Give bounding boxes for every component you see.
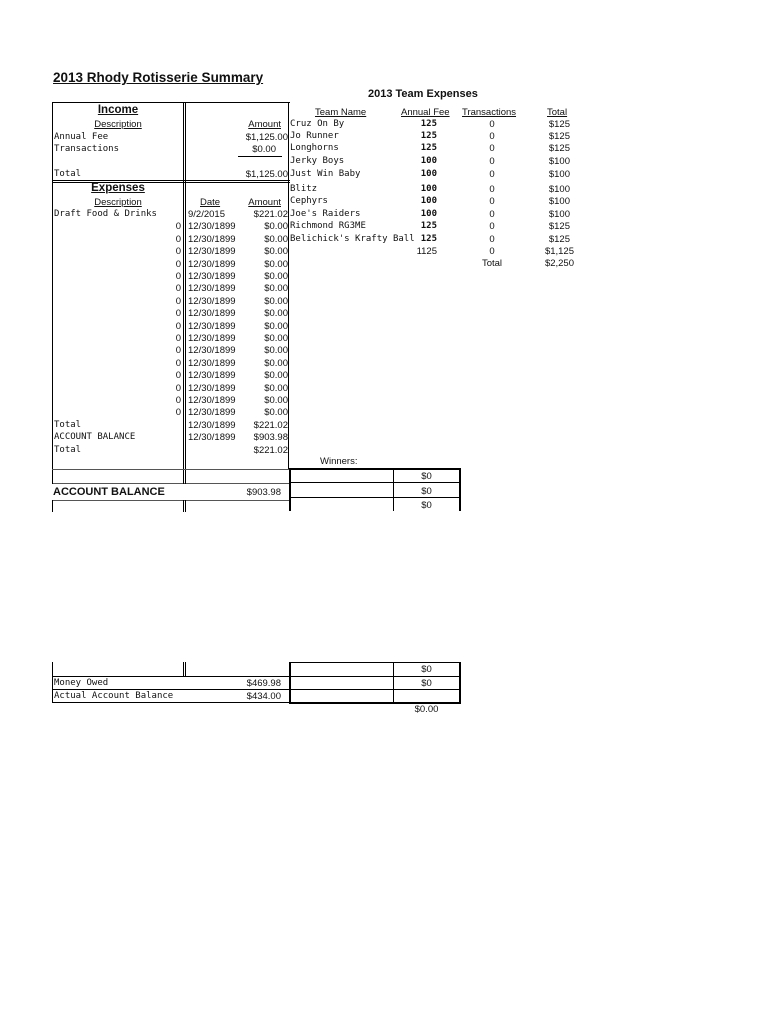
expense-date: 12/30/1899 bbox=[188, 395, 236, 406]
team-total: $100 bbox=[548, 169, 570, 180]
team-name: Longhorns bbox=[290, 143, 339, 153]
blank-row-mid2 bbox=[185, 470, 186, 484]
expense-zero: 0 bbox=[175, 246, 181, 258]
expense-amount: $0.00 bbox=[264, 246, 288, 258]
expense-date: 12/30/1899 bbox=[188, 295, 236, 307]
team-name: Joe's Raiders bbox=[290, 209, 361, 219]
expense-amount: $0.00 bbox=[264, 357, 288, 369]
expense-amount: $0.00 bbox=[264, 308, 288, 320]
money-owed-amount: $469.98 bbox=[246, 678, 281, 689]
winner-amount: $0 bbox=[421, 678, 432, 689]
account-balance-top-line bbox=[52, 483, 290, 484]
frame-right-income bbox=[288, 102, 289, 183]
team-fee: 125 bbox=[420, 119, 437, 129]
expense-zero: 0 bbox=[175, 283, 181, 295]
income-bottom-line bbox=[52, 180, 290, 181]
expense-date: 12/30/1899 bbox=[188, 320, 236, 332]
stub-mid2 bbox=[185, 500, 186, 512]
winners-bottom-row-line bbox=[289, 689, 461, 690]
expense-amount: $0.00 bbox=[264, 295, 288, 307]
team-col-name: Team Name bbox=[315, 107, 367, 118]
team-name: Belichick's Krafty Ball bbox=[290, 234, 415, 244]
team-grand-total: $2,250 bbox=[544, 258, 574, 269]
team-transactions: 0 bbox=[489, 169, 495, 180]
expense-amount: $0.00 bbox=[264, 345, 288, 357]
income-col-amount: Amount bbox=[248, 119, 281, 130]
expense-zero: 0 bbox=[175, 357, 181, 369]
team-fee: 125 bbox=[420, 234, 437, 244]
lower-stub-left bbox=[52, 662, 53, 676]
team-fee: 100 bbox=[420, 209, 437, 219]
expense-amount: $0.00 bbox=[264, 283, 288, 295]
lower-stub-mid2 bbox=[185, 662, 186, 676]
frame-right-expenses bbox=[288, 182, 289, 470]
winner-amount: $0 bbox=[421, 500, 432, 511]
team-fee: 125 bbox=[420, 221, 437, 231]
winners-row-line bbox=[393, 497, 461, 498]
expense-amount: $0.00 bbox=[264, 271, 288, 282]
expense-date: 12/30/1899 bbox=[188, 308, 236, 320]
stub-mid bbox=[183, 500, 184, 512]
team-transactions: 0 bbox=[489, 156, 495, 167]
team-total: $125 bbox=[548, 119, 570, 130]
team-expenses-title: 2013 Team Expenses bbox=[368, 88, 478, 100]
expense-amount: $0.00 bbox=[264, 221, 288, 233]
winners-row-line bbox=[289, 482, 393, 483]
expense-description: Draft Food & Drinks bbox=[54, 209, 157, 219]
expenses-col-description: Description bbox=[94, 197, 142, 208]
winners-footer-total: $0.00 bbox=[414, 704, 439, 715]
team-transactions: 0 bbox=[489, 143, 495, 154]
team-fee: 125 bbox=[420, 143, 437, 153]
expense-amount: $221.02 bbox=[253, 209, 288, 220]
team-transactions: 0 bbox=[489, 119, 495, 130]
expense-zero: 0 bbox=[175, 258, 181, 270]
expense-date: 12/30/1899 bbox=[188, 345, 236, 357]
expense-date: 12/30/1899 bbox=[188, 246, 236, 258]
team-total: $100 bbox=[548, 209, 570, 220]
team-fee: 100 bbox=[420, 156, 437, 166]
team-name: Just Win Baby bbox=[290, 169, 361, 179]
expense-amount: $221.02 bbox=[253, 419, 288, 431]
lower-stub-mid bbox=[183, 662, 184, 676]
income-sum-underline bbox=[238, 156, 282, 157]
income-row-description: Transactions bbox=[54, 144, 120, 154]
team-fee: 125 bbox=[420, 131, 437, 141]
blank-row-mid bbox=[183, 470, 184, 484]
expense-date: 12/30/1899 bbox=[188, 382, 236, 394]
team-total: $125 bbox=[548, 131, 570, 142]
expense-amount: $0.00 bbox=[264, 320, 288, 332]
income-col-description: Description bbox=[94, 119, 142, 130]
winners-label: Winners: bbox=[320, 456, 358, 467]
money-owed-mid-line bbox=[52, 689, 290, 690]
frame-mid2-income bbox=[185, 102, 186, 183]
expense-zero: 0 bbox=[175, 382, 181, 394]
expense-date: 12/30/1899 bbox=[188, 283, 236, 295]
team-total: $125 bbox=[548, 234, 570, 245]
expense-zero: 0 bbox=[175, 345, 181, 357]
team-transactions: 0 bbox=[489, 131, 495, 142]
team-name: Blitz bbox=[290, 184, 318, 194]
team-col-transactions: Transactions bbox=[462, 107, 517, 118]
frame-mid-expenses bbox=[183, 182, 184, 470]
team-fee: 100 bbox=[420, 196, 437, 206]
expense-date: 12/30/1899 bbox=[188, 419, 236, 431]
team-col-total: Total bbox=[547, 107, 568, 118]
team-fee: 100 bbox=[420, 184, 437, 194]
frame-left-expenses bbox=[52, 182, 53, 470]
expense-date: 12/30/1899 bbox=[188, 333, 236, 344]
team-fee: 100 bbox=[420, 169, 437, 179]
team-total: $100 bbox=[548, 196, 570, 207]
winners-bottom-row-line bbox=[289, 676, 461, 677]
income-row-amount: $1,125.00 bbox=[245, 132, 288, 143]
team-total: $100 bbox=[548, 184, 570, 195]
expense-amount: $903.98 bbox=[253, 432, 288, 444]
team-grand-label: Total bbox=[481, 258, 503, 269]
expense-date: 9/2/2015 bbox=[188, 209, 225, 220]
team-transactions: 0 bbox=[489, 196, 495, 207]
expenses-col-amount: Amount bbox=[248, 197, 281, 208]
frame-mid-income bbox=[183, 102, 184, 183]
winners-row-line bbox=[393, 482, 461, 483]
expense-amount: $0.00 bbox=[264, 258, 288, 270]
expense-amount: $0.00 bbox=[264, 395, 288, 406]
team-total: $125 bbox=[548, 143, 570, 154]
frame-top bbox=[52, 102, 290, 103]
expense-date: 12/30/1899 bbox=[188, 258, 236, 270]
expense-zero: 0 bbox=[175, 320, 181, 332]
expense-description: ACCOUNT BALANCE bbox=[54, 432, 136, 443]
expense-zero: 0 bbox=[175, 271, 181, 282]
team-transactions: 0 bbox=[489, 184, 495, 195]
expense-amount: $0.00 bbox=[264, 333, 288, 344]
expense-zero: 0 bbox=[175, 295, 181, 307]
team-sum-total: $1,125 bbox=[544, 246, 574, 257]
income-row-description: Annual Fee bbox=[54, 132, 109, 142]
page-title: 2013 Rhody Rotisserie Summary bbox=[53, 70, 264, 85]
actual-balance-amount: $434.00 bbox=[246, 691, 281, 702]
expense-amount: $0.00 bbox=[264, 382, 288, 394]
expense-zero: 0 bbox=[175, 221, 181, 233]
expense-date: 12/30/1899 bbox=[188, 271, 236, 282]
money-owed-top-line bbox=[52, 676, 290, 677]
winner-amount: $0 bbox=[421, 471, 432, 482]
expense-date: 12/30/1899 bbox=[188, 370, 236, 382]
income-row-amount: $0.00 bbox=[252, 144, 276, 155]
expense-amount: $221.02 bbox=[253, 444, 288, 456]
team-transactions: 0 bbox=[489, 209, 495, 220]
team-name: Richmond RG3ME bbox=[290, 221, 366, 231]
expense-zero: 0 bbox=[175, 333, 181, 344]
actual-balance-label: Actual Account Balance bbox=[54, 691, 174, 701]
expense-zero: 0 bbox=[175, 370, 181, 382]
frame-mid2-expenses bbox=[185, 182, 186, 470]
team-transactions: 0 bbox=[489, 221, 495, 232]
winner-amount: $0 bbox=[421, 664, 432, 675]
expense-description: Total bbox=[54, 444, 82, 455]
expense-date: 12/30/1899 bbox=[188, 407, 236, 419]
expense-zero: 0 bbox=[175, 407, 181, 419]
team-name: Jerky Boys bbox=[290, 156, 345, 166]
income-heading: Income bbox=[97, 104, 139, 116]
team-name: Cruz On By bbox=[290, 119, 345, 129]
expense-amount: $0.00 bbox=[264, 233, 288, 245]
expense-date: 12/30/1899 bbox=[188, 357, 236, 369]
team-sum-fee: 1125 bbox=[416, 246, 437, 257]
expense-amount: $0.00 bbox=[264, 370, 288, 382]
winners-row-line bbox=[289, 497, 393, 498]
team-transactions: 0 bbox=[489, 234, 495, 245]
team-sum-transactions: 0 bbox=[489, 246, 495, 257]
expense-zero: 0 bbox=[175, 308, 181, 320]
income-total-amount: $1,125.00 bbox=[245, 169, 288, 180]
team-name: Cephyrs bbox=[290, 196, 328, 206]
expense-amount: $0.00 bbox=[264, 407, 288, 419]
expense-date: 12/30/1899 bbox=[188, 233, 236, 245]
expenses-col-date: Date bbox=[200, 197, 221, 208]
expense-zero: 0 bbox=[175, 233, 181, 245]
money-owed-bottom-line bbox=[52, 702, 290, 703]
expense-description: Total bbox=[54, 419, 82, 430]
income-total-label: Total bbox=[54, 169, 82, 179]
winner-amount: $0 bbox=[421, 486, 432, 497]
expense-date: 12/30/1899 bbox=[188, 432, 236, 444]
expenses-bottom-line bbox=[52, 469, 290, 470]
expenses-heading: Expenses bbox=[91, 182, 145, 194]
money-owed-label: Money Owed bbox=[54, 678, 109, 688]
team-col-fee: Annual Fee bbox=[401, 107, 450, 118]
team-name: Jo Runner bbox=[290, 131, 339, 141]
account-balance-label: ACCOUNT BALANCE bbox=[53, 486, 165, 498]
stub-left bbox=[52, 500, 53, 512]
expense-date: 12/30/1899 bbox=[188, 221, 236, 233]
team-total: $125 bbox=[548, 221, 570, 232]
account-balance-amount: $903.98 bbox=[246, 487, 281, 498]
expense-zero: 0 bbox=[175, 395, 181, 406]
blank-row-left bbox=[52, 470, 53, 484]
team-total: $100 bbox=[548, 156, 570, 167]
account-balance-bottom-line bbox=[52, 500, 290, 501]
